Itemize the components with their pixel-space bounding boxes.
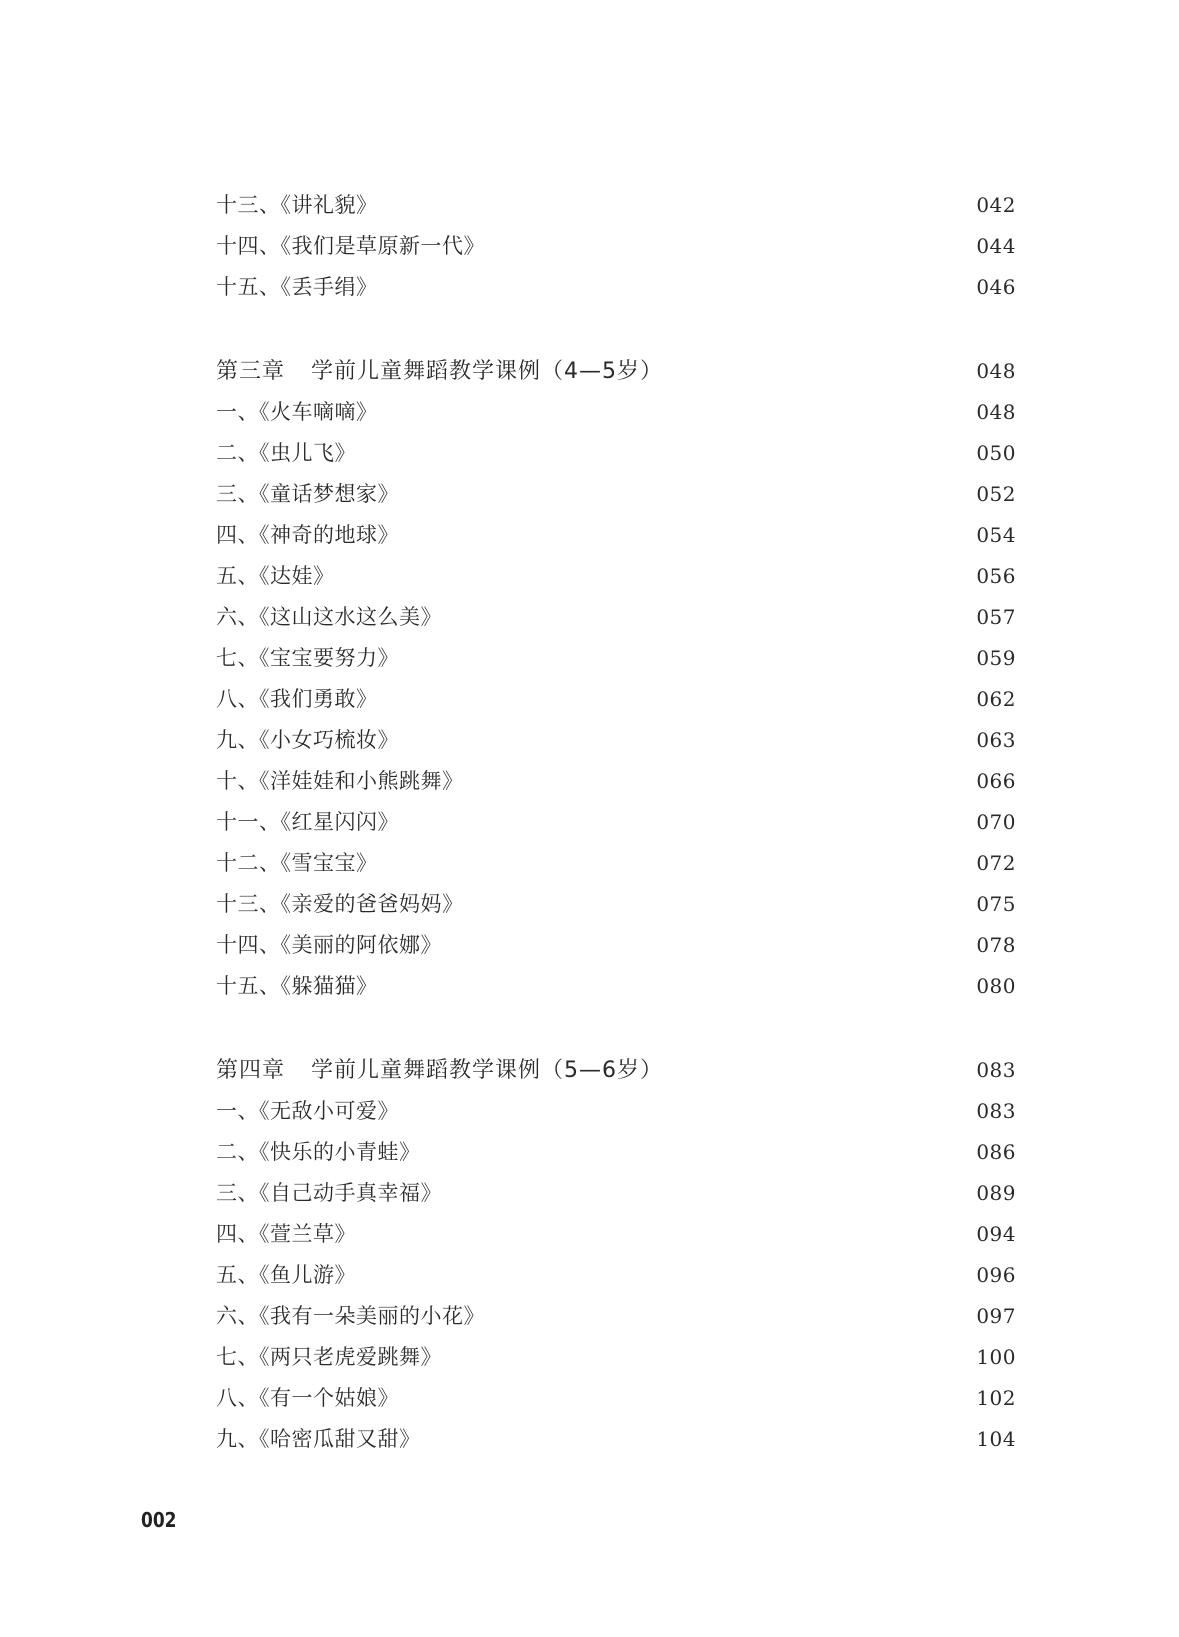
- toc-entry-page: 072: [976, 851, 1016, 875]
- toc-entry-title: 八、《有一个姑娘》: [216, 1386, 399, 1410]
- toc-entry[interactable]: [216, 802, 1016, 843]
- toc-entry-page: 083: [976, 1099, 1016, 1123]
- toc-entry-title: 一、《火车嘀嘀》: [216, 400, 378, 424]
- toc-section: [216, 185, 1016, 308]
- toc-entry[interactable]: [216, 556, 1016, 597]
- toc-entry[interactable]: [216, 185, 1016, 226]
- toc-entry[interactable]: [216, 1419, 1016, 1460]
- toc-entry-page: 102: [976, 1386, 1016, 1410]
- toc-entry[interactable]: [216, 433, 1016, 474]
- toc-entry-page: 096: [976, 1263, 1016, 1287]
- toc-entry-title: 六、《这山这水这么美》: [216, 605, 442, 629]
- toc-entry-title: 三、《童话梦想家》: [216, 482, 399, 506]
- toc-entry-title: 五、《鱼儿游》: [216, 1263, 356, 1287]
- toc-entry-title: 五、《达娃》: [216, 564, 335, 588]
- toc-entry-title: 十五、《躲猫猫》: [216, 974, 378, 998]
- chapter-label: 第三章: [216, 359, 286, 384]
- toc-entry-title: 十三、《讲礼貌》: [216, 193, 378, 217]
- table-of-contents: [216, 185, 1016, 1460]
- toc-entry-page: 078: [976, 933, 1016, 957]
- toc-entry-page: 063: [976, 728, 1016, 752]
- toc-entry[interactable]: [216, 474, 1016, 515]
- toc-entry[interactable]: [216, 1214, 1016, 1255]
- toc-entry[interactable]: [216, 1132, 1016, 1173]
- toc-entry-title: 六、《我有一朵美丽的小花》: [216, 1304, 485, 1328]
- toc-entry-title: 十五、《丢手绢》: [216, 275, 378, 299]
- chapter-heading[interactable]: [216, 351, 1016, 392]
- section-spacer: [216, 1007, 1016, 1050]
- toc-entry[interactable]: [216, 966, 1016, 1007]
- toc-entry-title: 十二、《雪宝宝》: [216, 851, 378, 875]
- toc-entry-page: 075: [976, 892, 1016, 916]
- toc-entry-title: 三、《自己动手真幸福》: [216, 1181, 442, 1205]
- toc-entry-page: 100: [976, 1345, 1016, 1369]
- chapter-heading-text: [216, 1050, 663, 1091]
- toc-entry-page: 062: [976, 687, 1016, 711]
- toc-entry[interactable]: [216, 761, 1016, 802]
- toc-entry[interactable]: [216, 638, 1016, 679]
- chapter-heading-text: [216, 351, 663, 392]
- section-spacer: [216, 308, 1016, 351]
- toc-entry[interactable]: [216, 1337, 1016, 1378]
- chapter-page: 083: [976, 1058, 1016, 1082]
- toc-entry[interactable]: [216, 392, 1016, 433]
- toc-entry-title: 七、《宝宝要努力》: [216, 646, 399, 670]
- page-number: 002: [141, 1508, 177, 1532]
- toc-entry-title: 十、《洋娃娃和小熊跳舞》: [216, 769, 464, 793]
- toc-entry-title: 十三、《亲爱的爸爸妈妈》: [216, 892, 464, 916]
- chapter-page: 048: [976, 359, 1016, 383]
- toc-entry-page: 046: [976, 275, 1016, 299]
- toc-entry[interactable]: [216, 843, 1016, 884]
- toc-entry-page: 042: [976, 193, 1016, 217]
- toc-entry[interactable]: [216, 884, 1016, 925]
- toc-entry-page: 048: [976, 400, 1016, 424]
- toc-entry-title: 二、《虫儿飞》: [216, 441, 356, 465]
- toc-entry-page: 066: [976, 769, 1016, 793]
- toc-entry-title: 七、《两只老虎爱跳舞》: [216, 1345, 442, 1369]
- toc-entry[interactable]: [216, 1255, 1016, 1296]
- toc-entry-page: 086: [976, 1140, 1016, 1164]
- toc-section-chapter-4: [216, 1050, 1016, 1460]
- chapter-heading[interactable]: [216, 1050, 1016, 1091]
- toc-entry[interactable]: [216, 226, 1016, 267]
- chapter-title: 学前儿童舞蹈教学课例（5—6岁）: [311, 1058, 664, 1083]
- toc-entry-page: 097: [976, 1304, 1016, 1328]
- toc-entry-title: 十四、《美丽的阿依娜》: [216, 933, 442, 957]
- toc-entry[interactable]: [216, 515, 1016, 556]
- chapter-label: 第四章: [216, 1058, 286, 1083]
- toc-entry-page: 104: [976, 1427, 1016, 1451]
- toc-entry[interactable]: [216, 720, 1016, 761]
- toc-entry-title: 十一、《红星闪闪》: [216, 810, 399, 834]
- toc-section-chapter-3: [216, 351, 1016, 1007]
- toc-entry-title: 四、《萱兰草》: [216, 1222, 356, 1246]
- toc-entry[interactable]: [216, 597, 1016, 638]
- toc-entry-title: 十四、《我们是草原新一代》: [216, 234, 485, 258]
- toc-entry[interactable]: [216, 1378, 1016, 1419]
- toc-entry[interactable]: [216, 679, 1016, 720]
- toc-entry-title: 九、《哈密瓜甜又甜》: [216, 1427, 421, 1451]
- toc-entry-page: 094: [976, 1222, 1016, 1246]
- toc-entry-page: 050: [976, 441, 1016, 465]
- toc-entry-page: 044: [976, 234, 1016, 258]
- toc-entry-page: 089: [976, 1181, 1016, 1205]
- toc-entry-page: 059: [976, 646, 1016, 670]
- toc-entry-page: 054: [976, 523, 1016, 547]
- toc-entry-title: 一、《无敌小可爱》: [216, 1099, 399, 1123]
- toc-entry-page: 056: [976, 564, 1016, 588]
- toc-entry[interactable]: [216, 1173, 1016, 1214]
- toc-entry[interactable]: [216, 1296, 1016, 1337]
- toc-entry[interactable]: [216, 1091, 1016, 1132]
- toc-entry-title: 二、《快乐的小青蛙》: [216, 1140, 421, 1164]
- toc-entry-page: 080: [976, 974, 1016, 998]
- toc-entry-title: 九、《小女巧梳妆》: [216, 728, 399, 752]
- toc-entry[interactable]: [216, 267, 1016, 308]
- toc-entry-title: 八、《我们勇敢》: [216, 687, 378, 711]
- toc-entry-page: 057: [976, 605, 1016, 629]
- chapter-title: 学前儿童舞蹈教学课例（4—5岁）: [311, 359, 664, 384]
- toc-entry-page: 052: [976, 482, 1016, 506]
- toc-entry-title: 四、《神奇的地球》: [216, 523, 399, 547]
- toc-entry-page: 070: [976, 810, 1016, 834]
- toc-entry[interactable]: [216, 925, 1016, 966]
